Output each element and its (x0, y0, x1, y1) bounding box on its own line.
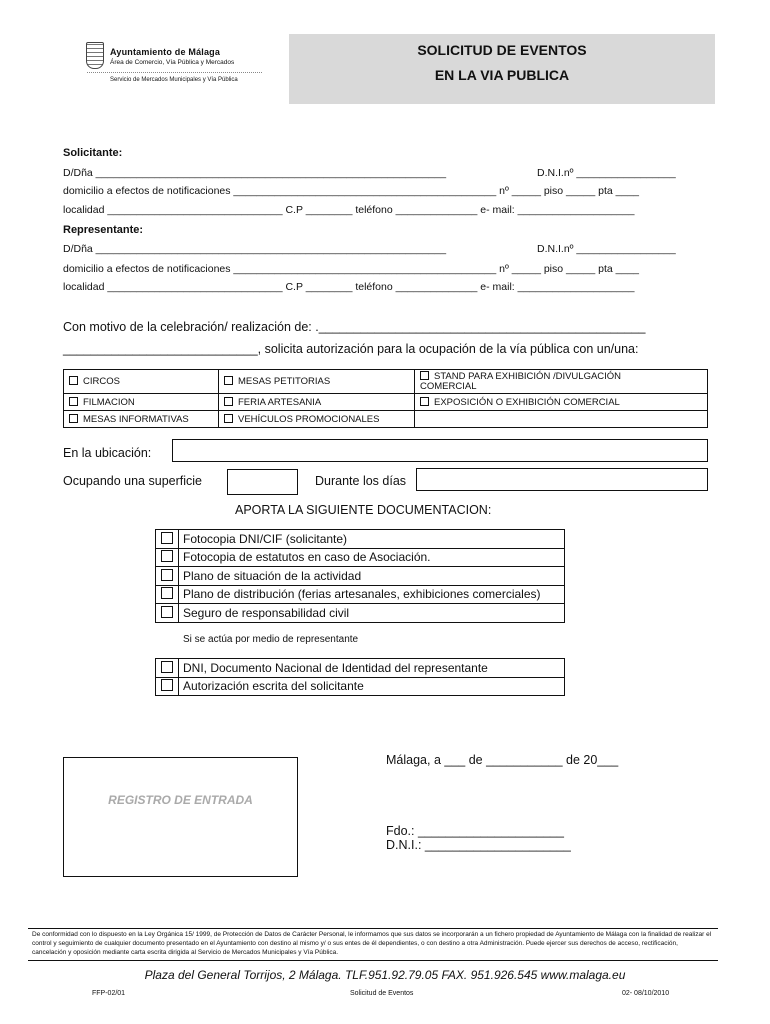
representante-name-field[interactable]: D/Dña ____________________________________________________________ (63, 243, 447, 255)
solicitante-dni-field[interactable]: D.N.I.nº _________________ (537, 167, 676, 179)
superficie-label: Ocupando una superficie (63, 474, 202, 488)
checkbox-icon[interactable] (161, 606, 173, 618)
title-line-1: SOLICITUD DE EVENTOS (417, 42, 587, 58)
solicitante-name-field[interactable]: D/Dña ____________________________________________________________ (63, 167, 447, 179)
lugar-fecha-field[interactable]: Málaga, a ___ de ___________ de 20___ (386, 753, 619, 767)
firma-dni-field[interactable]: D.N.I.: _____________________ (386, 838, 571, 852)
doc-item[interactable]: Plano de distribución (ferias artesanales, exhibiciones comerciales) (156, 585, 565, 604)
checkbox-icon[interactable] (161, 661, 173, 673)
representante-heading: Representante: (63, 224, 144, 236)
option-exposicion[interactable]: EXPOSICIÓN O EXHIBICIÓN COMERCIAL (415, 394, 708, 411)
motivo-line-1[interactable]: Con motivo de la celebración/ realización de: ._______________________________________________ (63, 320, 646, 334)
registro-box (63, 757, 298, 877)
ubicacion-input[interactable] (172, 439, 708, 462)
doc-item[interactable]: Plano de situación de la actividad (156, 567, 565, 586)
org-service: Servicio de Mercados Municipales y Vía Pública (110, 77, 238, 83)
rep-docs-checklist (155, 658, 565, 696)
form-code: FFP-02/01 (92, 990, 126, 997)
event-type-table (63, 369, 708, 428)
checkbox-icon[interactable] (224, 397, 233, 406)
option-stand[interactable]: STAND PARA EXHIBICIÓN /DIVULGACIÓN COMERCIAL (415, 370, 708, 394)
checkbox-icon[interactable] (420, 371, 429, 380)
checkbox-icon[interactable] (69, 376, 78, 385)
form-version: 02- 08/10/2010 (622, 990, 670, 997)
solicitante-address-field[interactable]: domicilio a efectos de notificaciones _____________________________________________ nº _____ piso _____ pta ____ (63, 185, 639, 197)
logo-divider (87, 72, 262, 73)
option-filmacion[interactable]: FILMACION (64, 394, 219, 411)
docs-heading: APORTA LA SIGUIENTE DOCUMENTACION: (235, 503, 492, 517)
dias-label: Durante los días (315, 474, 407, 488)
form-title (289, 34, 715, 104)
representante-address-field[interactable]: domicilio a efectos de notificaciones _____________________________________________ nº _____ piso _____ pta ____ (63, 263, 639, 275)
checkbox-icon[interactable] (161, 679, 173, 691)
registro-label: REGISTRO DE ENTRADA (108, 793, 253, 807)
doc-item[interactable]: Autorización escrita del solicitante (156, 677, 565, 696)
city-crest-logo (86, 42, 104, 69)
option-mesas-informativas[interactable]: MESAS INFORMATIVAS (64, 411, 219, 428)
solicitante-locality-field[interactable]: localidad ______________________________ C.P ________ teléfono ______________ e- mail: ____________________ (63, 204, 635, 216)
form-name: Solicitud de Eventos (350, 990, 414, 997)
checkbox-icon[interactable] (161, 587, 173, 599)
checkbox-icon[interactable] (69, 414, 78, 423)
ubicacion-label: En la ubicación: (63, 446, 152, 460)
option-vehiculos[interactable]: VEHÍCULOS PROMOCIONALES (219, 411, 415, 428)
representante-locality-field[interactable]: localidad ______________________________ C.P ________ teléfono ______________ e- mail: ____________________ (63, 281, 635, 293)
option-mesas-petitorias[interactable]: MESAS PETITORIAS (219, 370, 415, 394)
docs-checklist (155, 529, 565, 623)
dias-input[interactable] (416, 468, 708, 491)
solicitante-heading: Solicitante: (63, 147, 123, 159)
superficie-input[interactable] (227, 469, 298, 495)
doc-item[interactable]: Seguro de responsabilidad civil (156, 604, 565, 623)
checkbox-icon[interactable] (69, 397, 78, 406)
checkbox-icon[interactable] (161, 550, 173, 562)
checkbox-icon[interactable] (224, 376, 233, 385)
org-name: Ayuntamiento de Málaga (110, 47, 221, 57)
org-area: Área de Comercio, Vía Pública y Mercados (110, 59, 235, 66)
checkbox-icon[interactable] (161, 569, 173, 581)
empty-cell (415, 411, 708, 428)
checkbox-icon[interactable] (420, 397, 429, 406)
representante-dni-field[interactable]: D.N.I.nº _________________ (537, 243, 676, 255)
motivo-line-2[interactable]: ____________________________, solicita autorización para la ocupación de la vía pública con un/una: (63, 342, 639, 356)
doc-item[interactable]: DNI, Documento Nacional de Identidad del representante (156, 659, 565, 678)
legal-notice: De conformidad con lo dispuesto en la Ley Orgánica 15/ 1999, de Protección de Datos de Carácter Personal, le informamos que sus datos se incorporarán a un fichero propiedad de Ayuntamiento de Málaga con la finalidad de realizar el control y seguimiento de cualquier documento presentado en el Ayuntamiento con destino al mismo y/ o sus entes de él dependientes, o con destino a otra Administración. Puede ejercer sus derechos de acceso, rectificación, cancelación y oposición mediante carta escrita dirigida al Servicio de Mercados Municipales y Vía Pública. (28, 928, 718, 961)
footer-address: Plaza del General Torrijos, 2 Málaga. TLF.951.92.79.05 FAX. 951.926.545 www.malaga.eu (144, 968, 626, 982)
doc-item[interactable]: Fotocopia DNI/CIF (solicitante) (156, 530, 565, 549)
firma-field[interactable]: Fdo.: _____________________ (386, 824, 564, 838)
title-line-2: EN LA VIA PUBLICA (434, 67, 570, 83)
checkbox-icon[interactable] (224, 414, 233, 423)
doc-item[interactable]: Fotocopia de estatutos en caso de Asociación. (156, 548, 565, 567)
rep-note: Si se actúa por medio de representante (183, 634, 359, 645)
checkbox-icon[interactable] (161, 532, 173, 544)
option-circos[interactable]: CIRCOS (64, 370, 219, 394)
option-feria-artesania[interactable]: FERIA ARTESANIA (219, 394, 415, 411)
